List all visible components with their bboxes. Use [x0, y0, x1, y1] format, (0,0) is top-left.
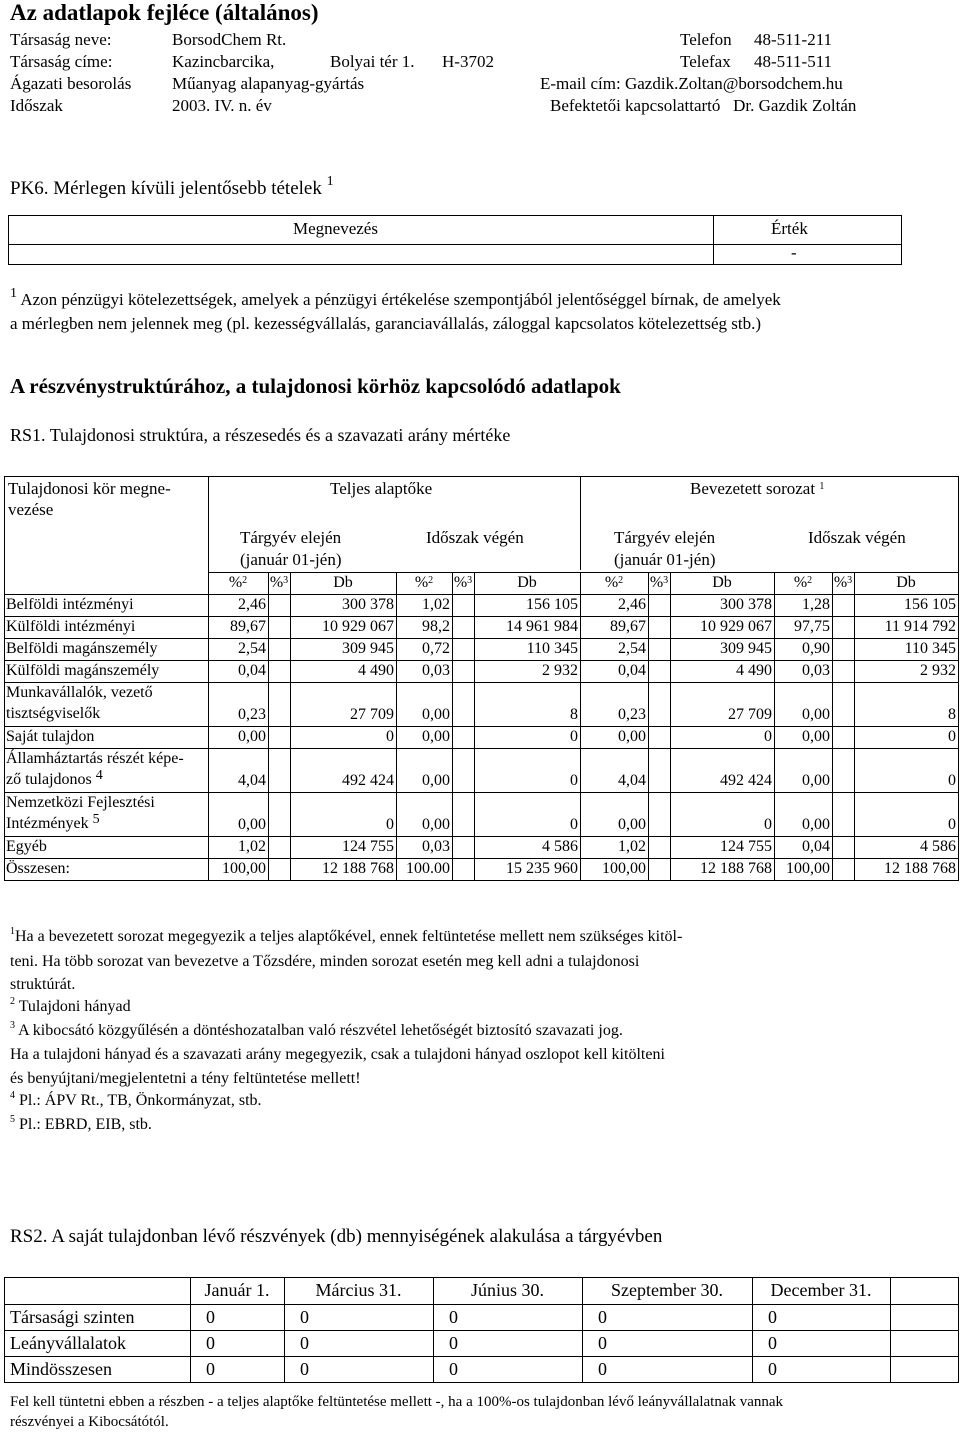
rs1-cell: 0 [764, 728, 772, 745]
rs2-border-right [958, 1277, 959, 1383]
rs1-cell: 4,04 [238, 772, 266, 789]
rs1-title: RS1. Tulajdonosi struktúra, a részesedés és a szavazati arány mértéke [10, 425, 511, 445]
pk6-col-divider [713, 215, 714, 265]
period-label: Időszak [10, 96, 63, 115]
rs1-cell: 0,23 [618, 706, 646, 723]
rs1-cell: 156 105 [526, 596, 578, 613]
rs1-cell: 0,00 [618, 728, 646, 745]
rs1-cell: 2,54 [618, 640, 646, 657]
rs1-cell: 0,90 [802, 640, 830, 657]
rs1-cell: 156 105 [904, 596, 956, 613]
rs1-cell: 0,00 [422, 816, 450, 833]
rs2-cell: 0 [206, 1333, 215, 1353]
rs1-note3-sup: 3 [10, 1020, 15, 1031]
rs2-col-header: Június 30. [470, 1280, 544, 1300]
rs1-cell: 0,00 [422, 728, 450, 745]
rs1-cell: 0,04 [802, 838, 830, 855]
rs1-cell: 2,54 [238, 640, 266, 657]
sector-label: Ágazati besorolás [10, 74, 132, 93]
rs1-sub-year-start: Tárgyév elején [240, 528, 342, 547]
rs1-cell: 0,00 [802, 816, 830, 833]
rs1-border-right [958, 476, 959, 881]
rs1-cell: 10 929 067 [700, 618, 772, 635]
rs1-sub-period-end: Időszak végén [808, 528, 906, 547]
rs1-cell: 0 [386, 816, 394, 833]
rs1-cell: 12 188 768 [700, 860, 772, 877]
rs1-sub-year-start-date: (január 01-jén) [240, 550, 342, 569]
rs1-cell: 309 945 [342, 640, 394, 657]
pk6-col-name: Megnevezés [293, 219, 378, 238]
rs2-col-header: Március 31. [315, 1280, 402, 1300]
rs1-cell: 27 709 [728, 706, 772, 723]
rs1-cell: 0 [570, 816, 578, 833]
rs1-unit-pct: %$^2$ [414, 574, 434, 591]
rs2-border-top [4, 1277, 958, 1278]
rs1-unit-pct: %$^2$ [228, 574, 248, 591]
rs1-cell: 0,00 [238, 816, 266, 833]
rs1-cell: 0 [386, 728, 394, 745]
rs1-row-name: Összesen: [6, 860, 70, 877]
rs2-col-header: Szeptember 30. [611, 1280, 723, 1300]
pk6-value: - [791, 243, 797, 262]
rs1-sub-year-start: Tárgyév elején [614, 528, 716, 547]
rs1-cell: 1,02 [422, 596, 450, 613]
rs1-unit-db: Db [517, 574, 537, 591]
rs1-note1-line1 [10, 928, 682, 946]
rs1-cell: 0,00 [802, 772, 830, 789]
rs1-unit-sup: 3 [467, 575, 473, 586]
rs1-cell: 0,03 [422, 838, 450, 855]
rs1-cell: 0,23 [238, 706, 266, 723]
rs2-cell: 0 [768, 1307, 777, 1327]
rs1-cell: 0 [948, 816, 956, 833]
rs1-cell: 89,67 [230, 618, 266, 635]
rs1-unit-db: Db [712, 574, 732, 591]
rs1-cell: 100,00 [222, 860, 266, 877]
rs1-cell: 0,03 [802, 662, 830, 679]
rs1-note2-text: Tulajdoni hányad [18, 998, 131, 1015]
fax-label: Telefax [680, 52, 731, 71]
rs1-unit-sup: 2 [807, 575, 813, 586]
rs2-col-header: Január 1. [204, 1280, 270, 1300]
company-name: BorsodChem Rt. [172, 30, 287, 49]
rs2-note-line1: Fel kell tüntetni ebben a részben - a teljes alaptőke feltüntetése mellett -, ha a 100%-os tulajdonban lévő leányvállalatnak vannak [10, 1394, 784, 1410]
rs1-cell: 2,46 [238, 596, 266, 613]
rs1-cell: 492 424 [342, 772, 394, 789]
rs2-cell: 0 [449, 1359, 458, 1379]
rs1-cell: 97,75 [794, 618, 830, 635]
address-label: Társaság címe: [10, 52, 113, 71]
rs1-note1-line2: teni. Ha több sorozat van bevezetve a Tőzsdére, minden sorozat esetén meg kell adni a tulajdonosi [10, 953, 640, 970]
rs2-border-bottom [4, 1382, 958, 1383]
rs1-group-listed-series: Bevezetett sorozat $^1$ [690, 479, 825, 498]
rs1-row-name: Nemzetközi Fejlesztési [6, 794, 155, 811]
rs1-note3b-line2: és benyújtani/megjelentetni a tény feltüntetése mellett! [10, 1070, 361, 1087]
rs1-note3 [10, 1022, 623, 1040]
rs1-unit-pct: %$^3$ [453, 574, 473, 591]
rs1-group-full-capital: Teljes alaptőke [330, 479, 433, 498]
rs1-note3-text: A kibocsátó közgyűlésén a döntéshozatalban való részvétel lehetőségét biztosító szavazati jog. [18, 1022, 623, 1039]
rs1-unit-db: Db [333, 574, 353, 591]
pk6-note-sup: 1 [10, 286, 17, 301]
pk6-title [10, 174, 334, 200]
rs1-unit-sup: 2 [618, 575, 624, 586]
pk6-table [8, 215, 902, 265]
rs2-note-line2: részvényei a Kibocsátótól. [10, 1414, 169, 1430]
rs1-unit-pct: %$^3$ [833, 574, 853, 591]
rs1-border-left [4, 476, 5, 880]
rs1-cell: 0,00 [618, 816, 646, 833]
rs1-note1-line3: struktúrát. [10, 976, 76, 993]
page-title: Az adatlapok fejléce (általános) [10, 0, 319, 25]
rs2-cell: 0 [598, 1333, 607, 1353]
rs1-note3b-line1: Ha a tulajdoni hányad és a szavazati arány megegyezik, csak a tulajdoni hányad oszlopot kell kitölteni [10, 1046, 665, 1063]
rs1-cell: 0 [570, 728, 578, 745]
rs1-note1-text1: Ha a bevezetett sorozat megegyezik a teljes alaptőkével, ennek feltüntetése mellett nem szükséges kitöl- [15, 928, 683, 945]
rs1-col-owner-line2: vezése [8, 500, 54, 519]
rs1-row-name: Államháztartás részét képe- [6, 750, 184, 767]
rs1-group-listed-sup: 1 [819, 481, 825, 492]
rs1-cell: 10 929 067 [322, 618, 394, 635]
rs1-cell: 4 490 [358, 662, 394, 679]
rs1-vline-col [268, 572, 269, 880]
rs1-cell: 309 945 [720, 640, 772, 657]
rs1-unit-pct: %$^3$ [649, 574, 669, 591]
rs2-hline [4, 1356, 958, 1357]
rs1-vline-col [648, 572, 649, 880]
rs1-cell: 0,00 [422, 772, 450, 789]
rs2-hline [4, 1304, 958, 1305]
rs1-row-name-sup: 5 [92, 812, 100, 827]
rs1-cell: 1,02 [238, 838, 266, 855]
rs2-cell: 0 [768, 1333, 777, 1353]
rs1-note4 [10, 1092, 262, 1110]
rs1-cell: 14 961 984 [506, 618, 578, 635]
phone-value: 48-511-211 [754, 30, 833, 49]
rs1-cell: 0 [948, 728, 956, 745]
rs1-cell: 2 932 [920, 662, 956, 679]
rs1-cell: 100,00 [602, 860, 646, 877]
period-value: 2003. IV. n. év [172, 96, 272, 115]
rs1-row-name-cont: ző tulajdonos $^4$ [6, 768, 103, 788]
rs2-row-name: Leányvállalatok [10, 1333, 126, 1353]
rs1-cell: 124 755 [720, 838, 772, 855]
rs1-cell: 124 755 [342, 838, 394, 855]
address-city: Kazincbarcika, [172, 52, 275, 71]
rs1-unit-sup: 2 [428, 575, 434, 586]
rs1-row-name: Egyéb [6, 838, 47, 855]
rs1-cell: 2,46 [618, 596, 646, 613]
rs1-vline-col [832, 572, 833, 880]
rs1-note4-sup: 4 [10, 1090, 15, 1101]
rs1-unit-sup: 3 [847, 575, 853, 586]
rs1-cell: 11 914 792 [884, 618, 956, 635]
rs1-cell: 300 378 [720, 596, 772, 613]
rs1-cell: 8 [948, 706, 956, 723]
fax-value: 48-511-511 [754, 52, 833, 71]
rs1-unit-pct: %$^2$ [793, 574, 813, 591]
rs1-cell: 4 586 [542, 838, 578, 855]
rs1-hline-row [4, 880, 958, 881]
rs1-row-name: Külföldi magánszemély [6, 662, 160, 679]
rs1-cell: 27 709 [350, 706, 394, 723]
pk6-note-text1: Azon pénzügyi kötelezettségek, amelyek a pénzügyi értékelése szempontjából jelentőséggel bírnak, de amelyek [20, 290, 781, 309]
rs1-note2-sup: 2 [10, 996, 15, 1007]
rs2-cell: 0 [300, 1359, 309, 1379]
rs1-unit-sup: 3 [283, 575, 289, 586]
rs1-note4-text: Pl.: ÁPV Rt., TB, Önkormányzat, stb. [19, 1092, 262, 1109]
rs1-row-name-cont: Intézmények $^5$ [6, 812, 100, 832]
rs1-row-name: Belföldi magánszemély [6, 640, 158, 657]
pk6-note-line2: a mérlegben nem jelennek meg (pl. kezességvállalás, garanciavállalás, záloggal kapcsolatos kötelezettség stb.) [10, 314, 761, 333]
rs1-unit-sup: 3 [663, 575, 669, 586]
address-street: Bolyai tér 1. [330, 52, 415, 71]
rs1-cell: 4,04 [618, 772, 646, 789]
rs2-row-name: Társasági szinten [10, 1307, 135, 1327]
rs1-cell: 0 [570, 772, 578, 789]
rs1-cell: 300 378 [342, 596, 394, 613]
rs1-cell: 1,02 [618, 838, 646, 855]
rs1-cell: 1,28 [802, 596, 830, 613]
rs1-vline-col [452, 572, 453, 880]
rs1-unit-sup: 2 [242, 575, 248, 586]
rs1-cell: 2 932 [542, 662, 578, 679]
rs1-note5-text: Pl.: EBRD, EIB, stb. [19, 1116, 152, 1133]
rs1-cell: 0,00 [422, 706, 450, 723]
rs1-cell: 89,67 [610, 618, 646, 635]
rs1-cell: 12 188 768 [884, 860, 956, 877]
pk6-note-line1 [10, 286, 781, 310]
rs1-cell: 4 586 [920, 838, 956, 855]
address-zip: H-3702 [442, 52, 494, 71]
ir-contact: Befektetői kapcsolattartó Dr. Gazdik Zoltán [550, 96, 857, 115]
rs1-cell: 0 [764, 816, 772, 833]
pk6-divider [8, 244, 902, 245]
rs1-cell: 12 188 768 [322, 860, 394, 877]
rs1-note5-sup: 5 [10, 1114, 15, 1125]
rs2-cell: 0 [206, 1359, 215, 1379]
rs2-cell: 0 [300, 1333, 309, 1353]
rs1-cell: 0,00 [802, 706, 830, 723]
rs1-note2 [10, 998, 131, 1016]
rs1-cell: 4 490 [736, 662, 772, 679]
rs2-cell: 0 [206, 1307, 215, 1327]
rs2-vline [890, 1277, 891, 1382]
rs1-note5 [10, 1116, 152, 1134]
rs1-unit-db: Db [896, 574, 916, 591]
rs1-cell: 100.00 [406, 860, 450, 877]
rs1-sub-period-end: Időszak végén [426, 528, 524, 547]
rs2-cell: 0 [449, 1307, 458, 1327]
rs2-title: RS2. A saját tulajdonban lévő részvények (db) mennyiségének alakulása a tárgyévben [10, 1226, 663, 1247]
rs1-border-top [4, 476, 958, 477]
rs2-cell: 0 [598, 1359, 607, 1379]
pk6-title-text: PK6. Mérlegen kívüli jelentősebb tételek [10, 178, 322, 199]
rs2-cell: 0 [598, 1307, 607, 1327]
phone-label: Telefon [680, 30, 732, 49]
rs2-hline [4, 1330, 958, 1331]
rs1-cell: 98,2 [422, 618, 450, 635]
sector-value: Műanyag alapanyag-gyártás [172, 74, 365, 93]
rs1-sub-year-start-date: (január 01-jén) [614, 550, 716, 569]
rs1-cell: 110 345 [526, 640, 578, 657]
rs1-cell: 100,00 [786, 860, 830, 877]
rs1-cell: 0,72 [422, 640, 450, 657]
rs1-cell: 0,00 [802, 728, 830, 745]
rs1-cell: 8 [570, 706, 578, 723]
rs1-row-name: Munkavállalók, vezető [6, 684, 153, 701]
rs2-col-header: December 31. [770, 1280, 872, 1300]
rs2-row-name: Mindösszesen [10, 1359, 112, 1379]
rs1-cell: 0,04 [618, 662, 646, 679]
rs1-cell: 0,03 [422, 662, 450, 679]
rs1-cell: 0 [948, 772, 956, 789]
company-name-label: Társaság neve: [10, 30, 112, 49]
email-value: E-mail cím: Gazdik.Zoltan@borsodchem.hu [540, 74, 843, 93]
rs1-cell: 110 345 [904, 640, 956, 657]
rs1-cell: 0,04 [238, 662, 266, 679]
rs1-unit-pct: %$^2$ [604, 574, 624, 591]
rs2-cell: 0 [449, 1333, 458, 1353]
rs1-note1-sup: 1 [10, 926, 15, 937]
rs1-cell: 15 235 960 [506, 860, 578, 877]
rs2-cell: 0 [768, 1359, 777, 1379]
pk6-col-value: Érték [771, 219, 808, 238]
rs2-cell: 0 [300, 1307, 309, 1327]
section-title: A részvénystruktúrához, a tulajdonosi körhöz kapcsolódó adatlapok [10, 374, 621, 398]
rs1-row-name: Külföldi intézményi [6, 618, 136, 635]
rs1-row-name-sup: 4 [95, 768, 103, 783]
rs1-cell: 0,00 [238, 728, 266, 745]
rs1-col-owner-line1: Tulajdonosi kör megne- [8, 479, 171, 498]
rs1-vline-groups [580, 476, 581, 570]
rs1-row-name-cont: tisztségviselők [6, 705, 101, 722]
rs1-row-name: Saját tulajdon [6, 728, 95, 745]
rs1-row-name: Belföldi intézményi [6, 596, 134, 613]
rs1-cell: 492 424 [720, 772, 772, 789]
pk6-title-sup: 1 [326, 174, 334, 189]
rs1-unit-pct: %$^3$ [269, 574, 289, 591]
